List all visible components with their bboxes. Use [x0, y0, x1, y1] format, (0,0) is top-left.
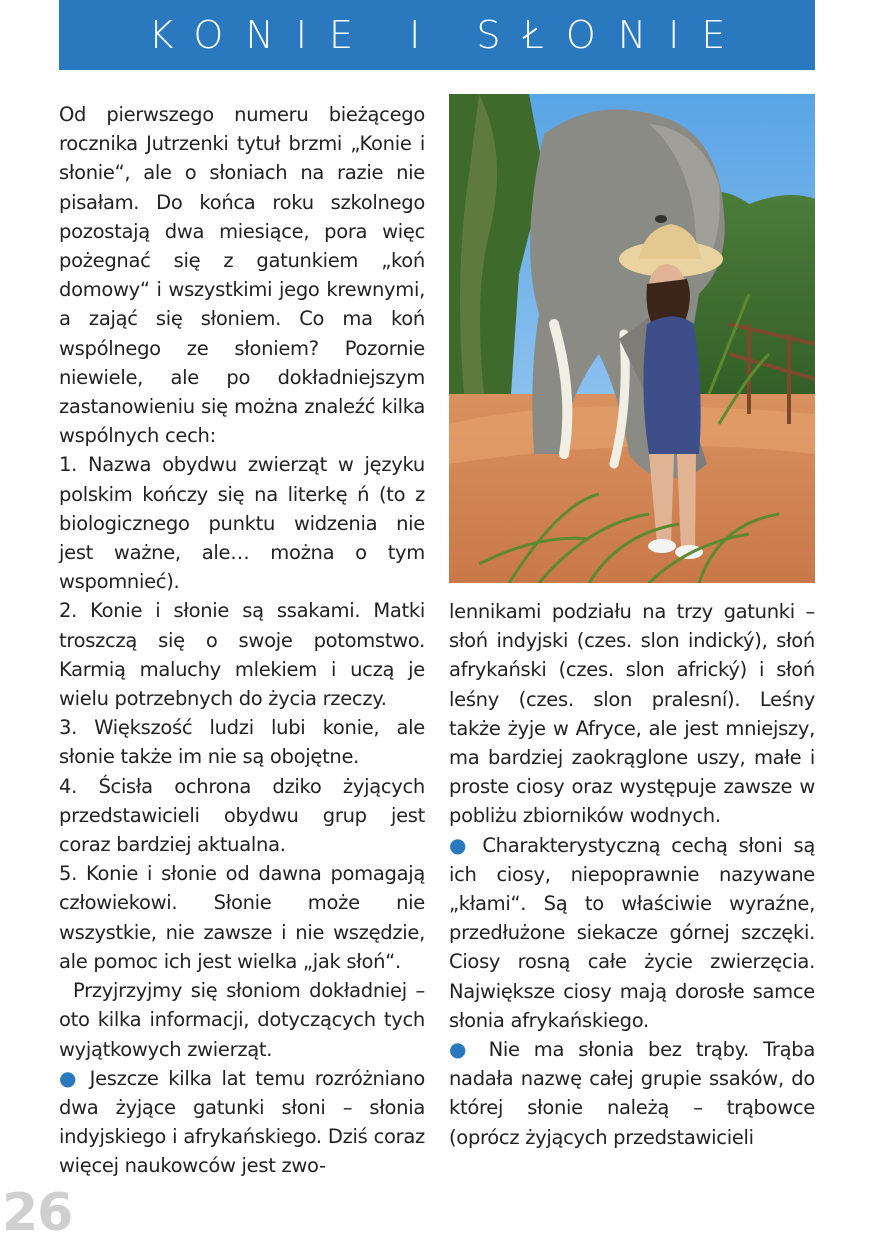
left-column [59, 100, 425, 1181]
list-item-5: 5. Konie i słonie od dawna pomagają człowiekowi. Słonie może nie wszystkie, nie zawsze i nie wszędzie, ale pomoc ich jest wielka „jak słoń“. [59, 862, 425, 973]
bullet-paragraph-tusks-text: Charakterystyczną cechą słoni są ich ciosy, niepoprawnie nazywane „kłami“. Są to właściwie wyraźne, przedłużone siekacze górnej szczęki. Ciosy rosną całe życie zwierzęcia. Największe ciosy mają dorosłe samce słonia afrykańskiego. [449, 833, 816, 1032]
title-banner [59, 0, 815, 70]
page-title: KONIE I SŁONIE [148, 13, 748, 57]
species-continuation-paragraph: lennikami podziału na trzy gatunki – słoń indyjski (czes. slon indický), słoń afrykański (czes. slon africký) i słoń leśny (czes. slon pralesní). Leśny także żyje w Afryce, ale jest mniejszy, ma bardziej zaokrąglone uszy, małe i proste ciosy oraz występuje zawsze w pobliżu zbiorników wodnych. [449, 600, 815, 828]
elephant-photo [449, 94, 815, 583]
list-item-3: 3. Większość ludzi lubi konie, ale słonie także im nie są obojętne. [59, 716, 425, 769]
transition-paragraph: Przyjrzyjmy się słoniom dokładniej – oto kilka informacji, dotyczących tych wyjątkowych zwierząt. [59, 979, 425, 1061]
right-column [449, 597, 815, 1152]
page-number: 26 [2, 1183, 73, 1240]
bullet-paragraph-trunk-text: Nie ma słonia bez trąby. Trąba nadała nazwę całej grupie ssaków, do której słonie należą – trąbowce (oprócz żyjących przedstawicieli [449, 1038, 815, 1149]
bullet-paragraph-species [59, 1064, 425, 1181]
list-item-4: 4. Ścisła ochrona dziko żyjących przedstawicieli obydwu grup jest coraz bardziej aktualna. [59, 774, 425, 857]
intro-paragraph: Od pierwszego numeru bieżącego rocznika Jutrzenki tytuł brzmi „Konie i słonie“, ale o słoniach na razie nie pisałam. Do końca roku szkolnego pozostają dwa miesiące, pora więc pożegnać się z gatunkiem „koń domowy“ i wszystkimi jego krewnymi, a zająć się słoniem. Co ma koń wspólnego ze słoniem? Pozornie niewiele, ale po dokładniejszym zastanowieniu się można znaleźć kilka wspólnych cech: [59, 103, 425, 448]
bullet-paragraph-tusks [449, 831, 815, 1035]
list-item-1: 1. Nazwa obydwu zwierząt w języku polskim kończy się na literkę ń (to z biologicznego punktu widzenia nie jest ważne, ale… można o tym wspomnieć). [59, 453, 425, 594]
bullet-paragraph-species-text: Jeszcze kilka lat temu rozróżniano dwa żyjące gatunki słoni – słonia indyjskiego i afrykańskiego. Dziś coraz więcej naukowców jest zwo- [59, 1066, 425, 1178]
bullet-icon: ● [449, 1037, 475, 1062]
bullet-paragraph-trunk [449, 1035, 815, 1152]
list-item-2: 2. Konie i słonie są ssakami. Matki troszczą się o swoje potomstwo. Karmią maluchy mlekiem i uczą je wielu potrzebnych do życia rzeczy. [59, 599, 425, 711]
bullet-icon: ● [449, 832, 472, 857]
bullet-icon: ● [59, 1065, 80, 1090]
